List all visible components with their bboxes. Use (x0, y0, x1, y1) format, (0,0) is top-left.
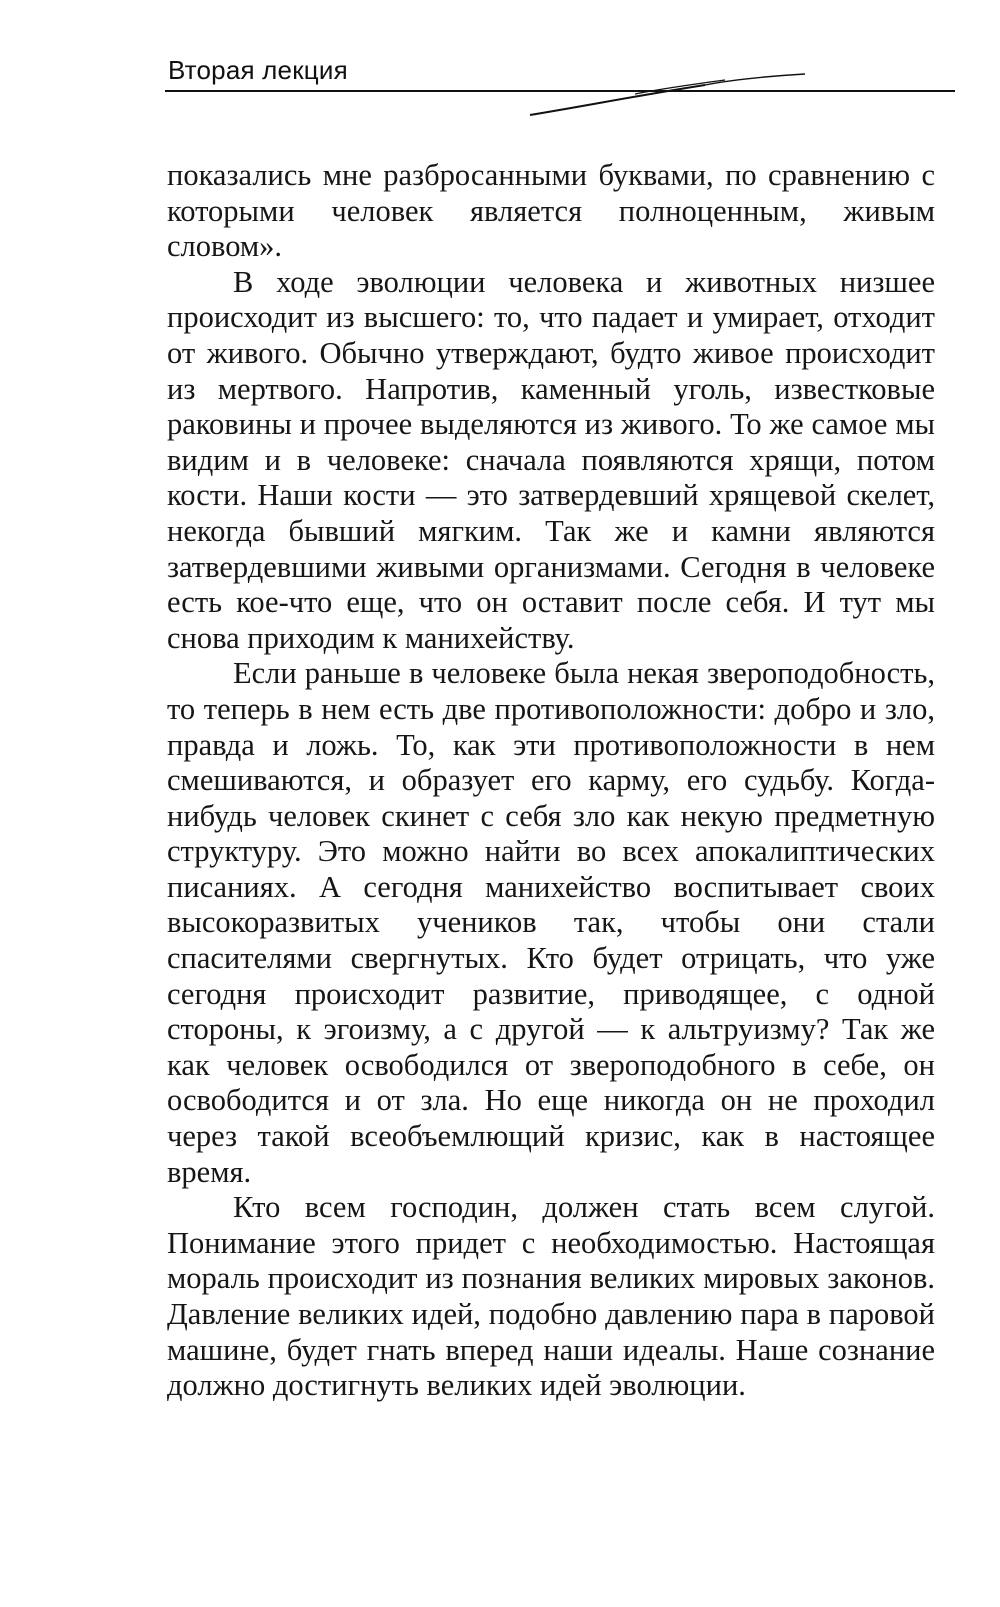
paragraph-1: показались мне разбросанными буквами, по сравнению с которыми человек является полноценным, живым словом». (167, 158, 935, 264)
paragraph-4: Кто всем господин, должен стать всем слугой. Понимание этого придет с необходимостью. Настоящая мораль происходит из познания великих мировых законов. Давление великих идей, подобно давлению пара в паровой машине, будет гнать вперед наши идеалы. Наше сознание должно достигнуть великих идей эволюции. (167, 1190, 935, 1403)
paragraph-3: Если раньше в человеке была некая звероподобность, то теперь в нем есть две противоположности: добро и зло, правда и ложь. То, как эти противоположности в нем смешиваются, и образует его карму, его судьбу. Когда-нибудь человек скинет с себя зло как некую предметную структуру. Это можно найти во всех апокалиптических писаниях. А сегодня манихейство воспитывает своих высокоразвитых учеников так, чтобы они стали спасителями свергнутых. Кто будет отрицать, что уже сегодня происходит развитие, приводящее, с одной стороны, к эгоизму, а с другой — к альтруизму? Так же как человек освободился от звероподобного в себе, он освободится и от зла. Но еще никогда он не проходил через такой всеобъемлющий кризис, как в настоящее время. (167, 656, 935, 1189)
body-text (167, 158, 935, 1404)
header-flourish-rule (165, 72, 955, 122)
running-head: Вторая лекция (168, 55, 348, 85)
paragraph-2: В ходе эволюции человека и животных низшее происходит из высшего: то, что падает и умирает, отходит от живого. Обычно утверждают, будто живое происходит из мертвого. Напротив, каменный уголь, известковые раковины и прочее выделяются из живого. То же самое мы видим и в человеке: сначала появляются хрящи, потом кости. Наши кости — это затвердевший хрящевой скелет, некогда бывший мягким. Так же и камни являются затвердевшими живыми организмами. Сегодня в человеке есть кое-что еще, что он оставит после себя. И тут мы снова приходим к манихейству. (167, 264, 935, 655)
